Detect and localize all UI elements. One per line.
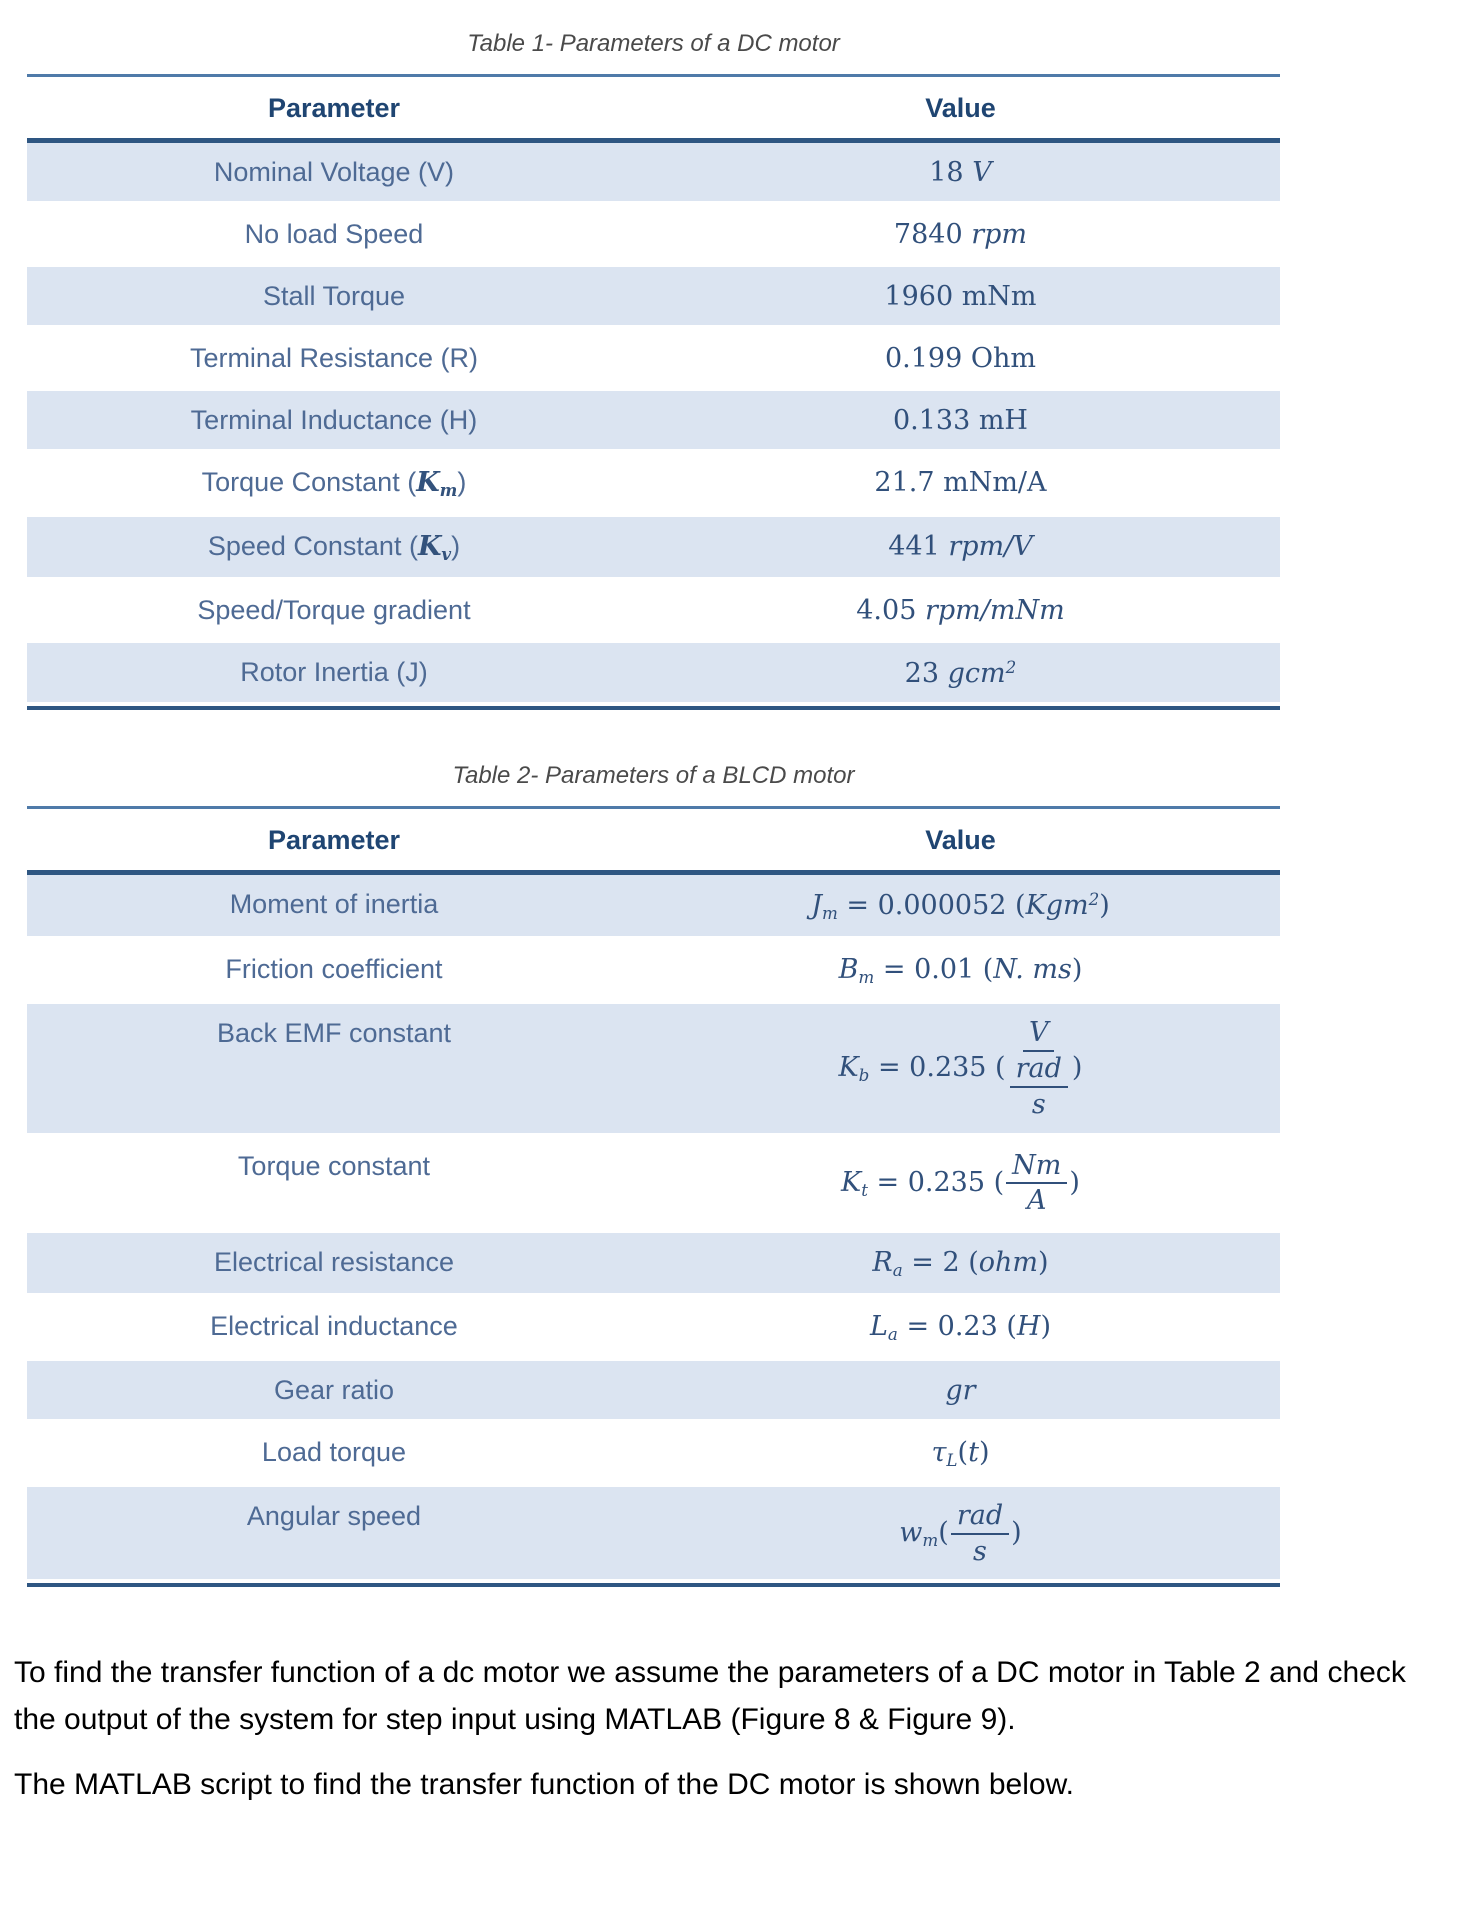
table1-header-row (27, 77, 1280, 143)
table-row (27, 1423, 1280, 1487)
parameter-cell: Electrical resistance (213, 1246, 455, 1277)
table1-caption: Table 1- Parameters of a DC motor (467, 30, 840, 57)
table1-body (27, 143, 1280, 706)
table2 (27, 806, 1280, 1587)
parameter-cell: Back EMF constant (216, 1018, 452, 1049)
parameter-cell: Terminal Inductance (H) (190, 405, 478, 435)
table-row (27, 517, 1280, 581)
value-cell: 18 V (929, 157, 992, 188)
value-cell: Jm = 0.000052 (Kgm$^2$) (811, 889, 1110, 924)
parameter-cell: Speed Constant (Kv) (207, 531, 461, 565)
table-row (27, 875, 1280, 940)
value-cell: 441 rpm/V (888, 531, 1033, 563)
parameter-cell: Electrical inductance (210, 1310, 458, 1341)
parameter-cell: Friction coefficient (225, 954, 443, 985)
table2-header-row (27, 809, 1280, 875)
parameter-cell: Speed/Torque gradient (197, 595, 471, 626)
parameter-cell: Moment of inertia (229, 889, 439, 920)
table-row (27, 1297, 1280, 1361)
value-cell: Bm = 0.01 (N. ms) (838, 954, 1083, 988)
value-cell: Kb = 0.235 ( $\frac{V}{\frac{\text{rad}}{s}}$ ) (838, 1017, 1083, 1120)
parameter-cell: Rotor Inertia (J) (240, 657, 428, 688)
table-row (27, 391, 1280, 453)
paragraph-transfer-function: To find the transfer function of a dc motor we assume the parameters of a DC motor in Table 2 and check the output of the system for step input using MATLAB (Figure 8 & Figure 9). (14, 1656, 1406, 1737)
value-cell: Kt = 0.235 ( $\frac{Nm}{A}$ ) (841, 1149, 1080, 1217)
parameter-cell: Gear ratio (273, 1374, 395, 1405)
table-row (27, 453, 1280, 517)
table2-header-parameter: Parameter (267, 825, 401, 856)
table-row (27, 940, 1280, 1004)
table1 (27, 74, 1280, 710)
table-row (27, 1487, 1280, 1583)
table1-header-parameter: Parameter (267, 93, 401, 123)
paragraph-matlab-script: The MATLAB script to find the transfer function of the DC motor is shown below. (14, 1768, 1074, 1802)
value-cell: Ra = 2 (ohm) (872, 1246, 1049, 1280)
parameter-cell: Nominal Voltage (V) (213, 157, 455, 187)
parameter-cell: No load Speed (244, 219, 424, 249)
value-cell: 4.05 rpm/mNm (856, 595, 1065, 627)
table2-header-value: Value (925, 825, 996, 856)
table-row (27, 1137, 1280, 1233)
parameter-cell: Torque constant (237, 1150, 431, 1181)
value-cell: La = 0.23 (H) (869, 1310, 1051, 1344)
parameter-cell: Angular speed (246, 1500, 422, 1531)
value-cell: 7840 rpm (893, 219, 1028, 250)
table-row (27, 1361, 1280, 1423)
parameter-cell: Stall Torque (262, 281, 406, 311)
table-row (27, 1233, 1280, 1297)
table-row (27, 143, 1280, 205)
table2-body (27, 875, 1280, 1583)
table-row (27, 205, 1280, 267)
fraction: $\frac{\text{rad}}{s}$ (1010, 1054, 1068, 1119)
value-cell: 0.133 mH (892, 405, 1028, 436)
fraction: $\frac{\text{rad}}{s}$ (951, 1501, 1009, 1566)
value-cell: 1960 mNm (884, 281, 1037, 312)
fraction: $\frac{V}{\frac{\text{rad}}{s}}$ (1008, 1018, 1070, 1119)
parameter-cell: Torque Constant (Km) (201, 467, 467, 501)
table1-header-value: Value (925, 93, 996, 123)
fraction: $\frac{Nm}{A}$ (1006, 1151, 1067, 1216)
value-cell: gr (945, 1374, 976, 1406)
value-cell: τL(t) (931, 1436, 990, 1470)
value-cell: 21.7 mNm/A (874, 467, 1047, 498)
table-row (27, 581, 1280, 643)
value-cell: 23 gcm$^2$ (904, 657, 1017, 690)
value-cell: wm( $\frac{\text{rad}}{s}$ ) (899, 1499, 1022, 1567)
parameter-cell: Terminal Resistance (R) (189, 343, 479, 373)
parameter-cell: Load torque (261, 1436, 407, 1467)
table2-caption: Table 2- Parameters of a BLCD motor (452, 762, 855, 790)
table-row (27, 1004, 1280, 1136)
table-row (27, 267, 1280, 329)
table-row (27, 643, 1280, 706)
table-row (27, 329, 1280, 391)
value-cell: 0.199 Ohm (884, 343, 1036, 374)
